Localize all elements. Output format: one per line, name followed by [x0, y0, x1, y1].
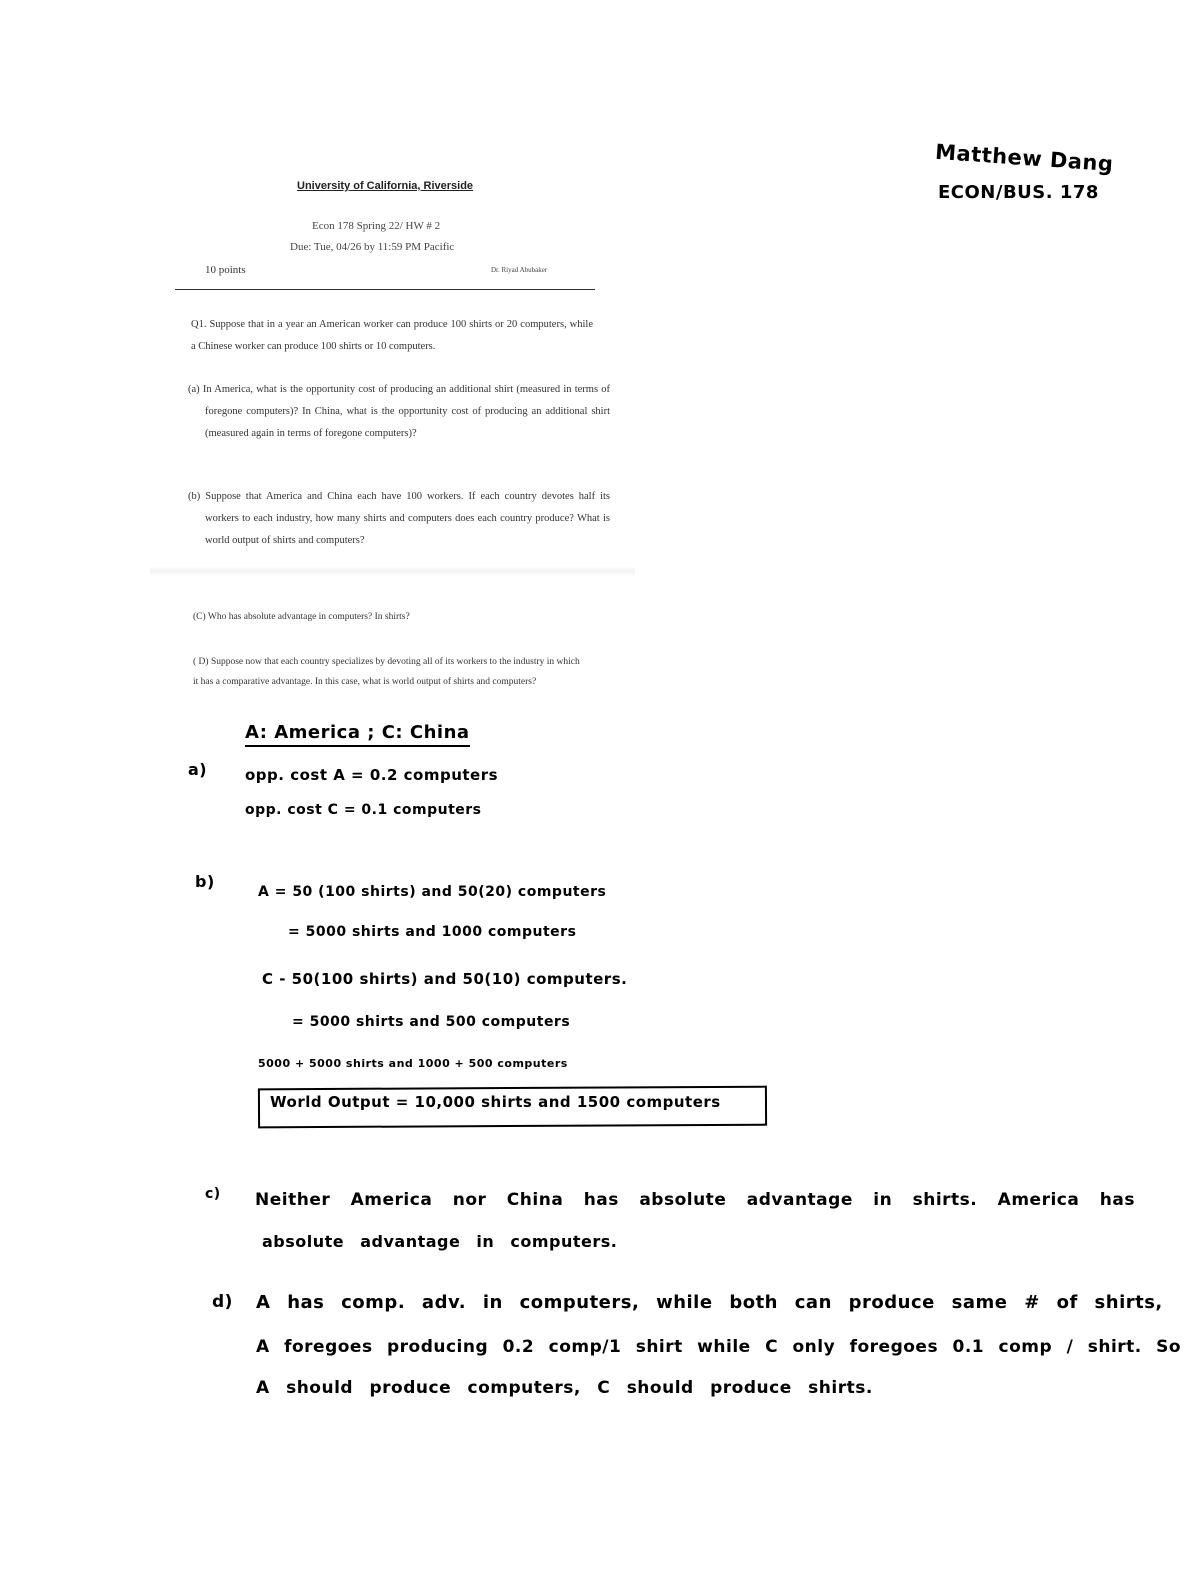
question-a: (a) In America, what is the opportunity cost of producing an additional shirt (measured in terms of foregone computers)? In China, what is the opportunity cost of producing an additional shirt (measured again in terms of foregone computers)? — [188, 384, 610, 439]
page-break-shadow — [150, 566, 635, 576]
answer-d-label: d) — [212, 1292, 233, 1312]
due-line: Due: Tue, 04/26 by 11:59 PM Pacific — [290, 241, 455, 253]
answer-a-label: a) — [188, 760, 208, 779]
question-1: Q1. Suppose that in a year an American worker can produce 100 shirts or 20 computers, while a Chinese worker can produce 100 shirts or 10 computers. — [191, 319, 593, 352]
answer-b-line-1: A = 50 (100 shirts) and 50(20) computers — [258, 884, 607, 900]
course-line: Econ 178 Spring 22/ HW # 2 — [312, 220, 441, 232]
answer-b-line-2: = 5000 shirts and 1000 computers — [288, 924, 577, 940]
answer-d-line-2: A foregoes producing 0.2 comp/1 shirt while C only foregoes 0.1 comp / shirt. So — [256, 1337, 1182, 1357]
university-title: University of California, Riverside — [297, 180, 474, 192]
answer-a-line-2: opp. cost C = 0.1 computers — [245, 802, 482, 818]
question-c: (C) Who has absolute advantage in computers? In shirts? — [193, 612, 410, 622]
world-output-answer: World Output = 10,000 shirts and 1500 computers — [270, 1093, 721, 1111]
header-divider — [175, 289, 595, 290]
answer-c-label: c) — [205, 1186, 221, 1202]
answer-d-line-3: A should produce computers, C should produce shirts. — [256, 1378, 873, 1398]
points-label: 10 points — [205, 264, 246, 276]
answer-b-label: b) — [195, 872, 215, 891]
student-course: ECON/BUS. 178 — [938, 182, 1099, 203]
answer-b-line-5: 5000 + 5000 shirts and 1000 + 500 computers — [258, 1057, 568, 1070]
question-d: ( D) Suppose now that each country specializes by devoting all of its workers to the industry in which it has a comparative advantage. In this case, what is world output of shirts and computers? — [193, 657, 580, 687]
answer-b-line-4: = 5000 shirts and 500 computers — [292, 1014, 571, 1030]
answer-a-line-1: opp. cost A = 0.2 computers — [245, 766, 499, 784]
answer-c-line-2: absolute advantage in computers. — [262, 1232, 618, 1251]
professor-name: Dr. Riyad Abubaker — [491, 266, 548, 274]
answer-d-line-1: A has comp. adv. in computers, while both can produce same # of shirts, — [256, 1292, 1163, 1313]
question-b: (b) Suppose that America and China each have 100 workers. If each country devotes half its workers to each industry, how many shirts and computers does each country produce? What is world output of shirts and computers? — [188, 491, 610, 546]
answer-legend: A: America ; C: China — [245, 722, 470, 747]
answer-b-line-3: C - 50(100 shirts) and 50(10) computers. — [262, 970, 628, 988]
answer-c-line-1: Neither America nor China has absolute advantage in shirts. America has — [255, 1190, 1135, 1210]
student-name: Matthew Dang — [934, 139, 1115, 177]
